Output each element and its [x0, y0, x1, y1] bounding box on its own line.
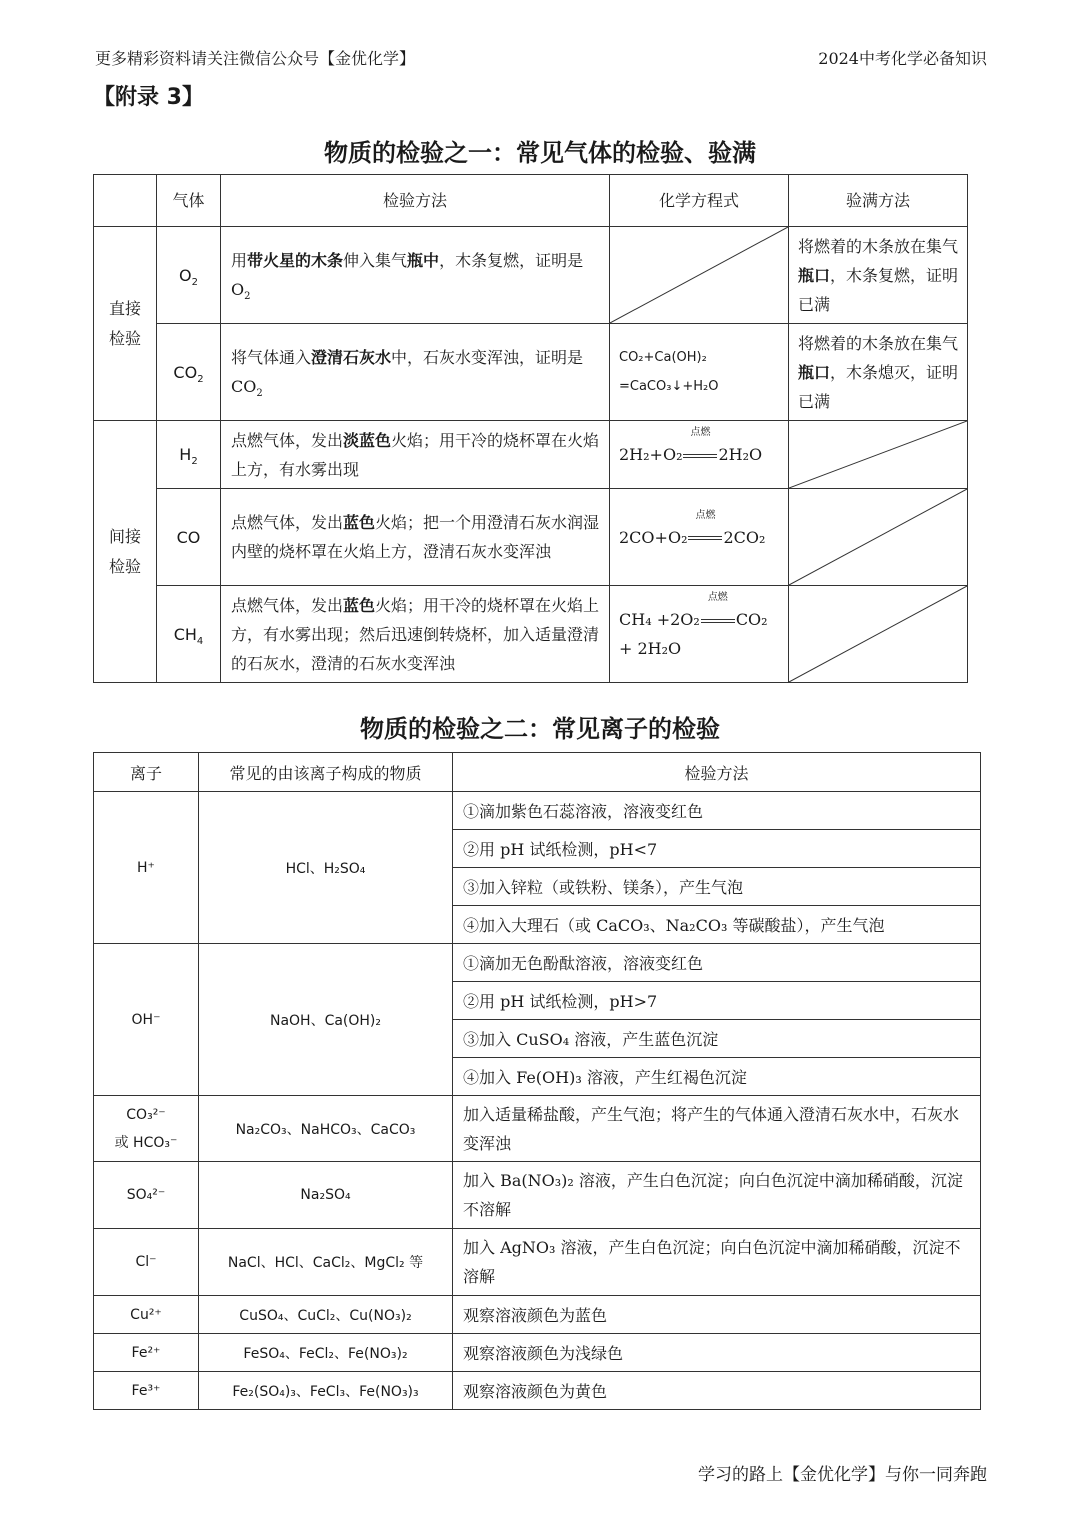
substances-cu: CuSO₄、CuCl₂、Cu(NO₃)₂: [199, 1296, 453, 1334]
header-ion: 离子: [94, 753, 199, 792]
h2-method: 点燃气体，发出淡蓝色火焰；用干冷的烧杯罩在火焰上方，有水雾出现: [221, 421, 610, 489]
table-row: [94, 792, 981, 830]
gas-h2: $H_2$: [157, 421, 221, 489]
substances-h: HCl、H₂SO₄: [199, 792, 453, 944]
gas-o2: $O_2$: [157, 227, 221, 324]
header-right: 2024中考化学必备知识: [818, 49, 987, 68]
ion-oh: OH⁻: [94, 944, 199, 1096]
gas-co: CO: [157, 489, 221, 586]
fe2-method: 观察溶液颜色为浅绿色: [453, 1334, 981, 1372]
gas-table-header-row: [94, 175, 968, 227]
h2-full-check-empty: [789, 421, 968, 489]
ion-table-header-row: [94, 753, 981, 792]
table-row: [94, 1334, 981, 1372]
co-method: 点燃气体，发出蓝色火焰；把一个用澄清石灰水润湿内壁的烧杯罩在火焰上方，澄清石灰水变浑浊: [221, 489, 610, 586]
ch4-method: 点燃气体，发出蓝色火焰；用干冷的烧杯罩在火焰上方，有水雾出现；然后迅速倒转烧杯，加入适量澄清的石灰水，澄清的石灰水变浑浊: [221, 586, 610, 683]
substances-co3: Na₂CO₃、NaHCO₃、CaCO₃: [199, 1096, 453, 1162]
ion-h: H⁺: [94, 792, 199, 944]
substances-oh: NaOH、Ca(OH)₂: [199, 944, 453, 1096]
group-indirect: 间接检验: [94, 421, 157, 683]
ion-fe2: Fe²⁺: [94, 1334, 199, 1372]
h-method-1: ①滴加紫色石蕊溶液，溶液变红色: [453, 792, 981, 830]
ion-co3: CO₃²⁻ 或 HCO₃⁻: [94, 1096, 199, 1162]
substances-fe3: Fe₂(SO₄)₃、FeCl₃、Fe(NO₃)₃: [199, 1372, 453, 1410]
o2-full-check: 将燃着的木条放在集气瓶口，木条复燃，证明已满: [789, 227, 968, 324]
table-row: [94, 1229, 981, 1296]
ion-so4: SO₄²⁻: [94, 1162, 199, 1229]
co2-method: 将气体通入澄清石灰水中，石灰水变浑浊，证明是 $CO_2$: [221, 324, 610, 421]
co-equation: 2CO+O₂ 点燃 2CO₂: [610, 489, 789, 586]
header-equation: 化学方程式: [610, 175, 789, 227]
co2-equation: CO₂+Ca(OH)₂ =CaCO₃↓+H₂O: [610, 324, 789, 421]
h-method-3: ③加入锌粒（或铁粉、镁条），产生气泡: [453, 868, 981, 906]
ch4-full-check-empty: [789, 586, 968, 683]
oh-method-3: ③加入 CuSO₄ 溶液，产生蓝色沉淀: [453, 1020, 981, 1058]
header-left: 更多精彩资料请关注微信公众号【金优化学】: [95, 49, 416, 68]
table-row: [94, 489, 968, 586]
cu-method: 观察溶液颜色为蓝色: [453, 1296, 981, 1334]
ion-cu: Cu²⁺: [94, 1296, 199, 1334]
gas-ch4: $CH_4$: [157, 586, 221, 683]
substances-cl: NaCl、HCl、CaCl₂、MgCl₂ 等: [199, 1229, 453, 1296]
ion-test-table: [93, 752, 981, 1410]
corner-cell: [94, 175, 157, 227]
o2-method: 用带火星的木条伸入集气瓶中，木条复燃，证明是 $O_2$: [221, 227, 610, 324]
table-row: [94, 586, 968, 683]
co2-full-check: 将燃着的木条放在集气瓶口，木条熄灭，证明已满: [789, 324, 968, 421]
table-row: [94, 944, 981, 982]
ion-test-title: 物质的检验之二：常见离子的检验: [360, 715, 720, 743]
cl-method: 加入 AgNO₃ 溶液，产生白色沉淀；向白色沉淀中滴加稀硝酸，沉淀不溶解: [453, 1229, 981, 1296]
table-row: [94, 1162, 981, 1229]
group-direct: 直接检验: [94, 227, 157, 421]
gas-test-table: [93, 174, 968, 683]
header-gas: 气体: [157, 175, 221, 227]
table-row: [94, 1296, 981, 1334]
so4-method: 加入 Ba(NO₃)₂ 溶液，产生白色沉淀；向白色沉淀中滴加稀硝酸，沉淀不溶解: [453, 1162, 981, 1229]
diagonal-slash: [789, 489, 967, 585]
appendix-label: 【附录 3】: [93, 85, 204, 110]
gas-test-title: 物质的检验之一：常见气体的检验、验满: [324, 139, 756, 167]
co-full-check-empty: [789, 489, 968, 586]
table-row: [94, 1372, 981, 1410]
h-method-2: ②用 pH 试纸检测，pH<7: [453, 830, 981, 868]
table-row: [94, 324, 968, 421]
h2-equation: 2H₂+O₂ 点燃 2H₂O: [610, 421, 789, 489]
ch4-equation: CH₄ +2O₂ 点燃 CO₂ + 2H₂O: [610, 586, 789, 683]
oh-method-2: ②用 pH 试纸检测，pH>7: [453, 982, 981, 1020]
co3-method: 加入适量稀盐酸，产生气泡；将产生的气体通入澄清石灰水中，石灰水变浑浊: [453, 1096, 981, 1162]
header-ion-method: 检验方法: [453, 753, 981, 792]
diagonal-slash: [789, 421, 967, 488]
oh-method-1: ①滴加无色酚酞溶液，溶液变红色: [453, 944, 981, 982]
header-substances: 常见的由该离子构成的物质: [199, 753, 453, 792]
table-row: [94, 421, 968, 489]
diagonal-slash: [789, 586, 967, 682]
table-row: [94, 227, 968, 324]
header-full-check: 验满方法: [789, 175, 968, 227]
substances-so4: Na₂SO₄: [199, 1162, 453, 1229]
fe3-method: 观察溶液颜色为黄色: [453, 1372, 981, 1410]
table-row: [94, 1096, 981, 1162]
oh-method-4: ④加入 Fe(OH)₃ 溶液，产生红褐色沉淀: [453, 1058, 981, 1096]
substances-fe2: FeSO₄、FeCl₂、Fe(NO₃)₂: [199, 1334, 453, 1372]
gas-co2: $CO_2$: [157, 324, 221, 421]
o2-equation-empty: [610, 227, 789, 324]
header-method: 检验方法: [221, 175, 610, 227]
footer-slogan: 学习的路上【金优化学】与你一同奔跑: [698, 1465, 987, 1485]
ion-fe3: Fe³⁺: [94, 1372, 199, 1410]
diagonal-slash: [610, 227, 788, 323]
ion-cl: Cl⁻: [94, 1229, 199, 1296]
h-method-4: ④加入大理石（或 CaCO₃、Na₂CO₃ 等碳酸盐），产生气泡: [453, 906, 981, 944]
